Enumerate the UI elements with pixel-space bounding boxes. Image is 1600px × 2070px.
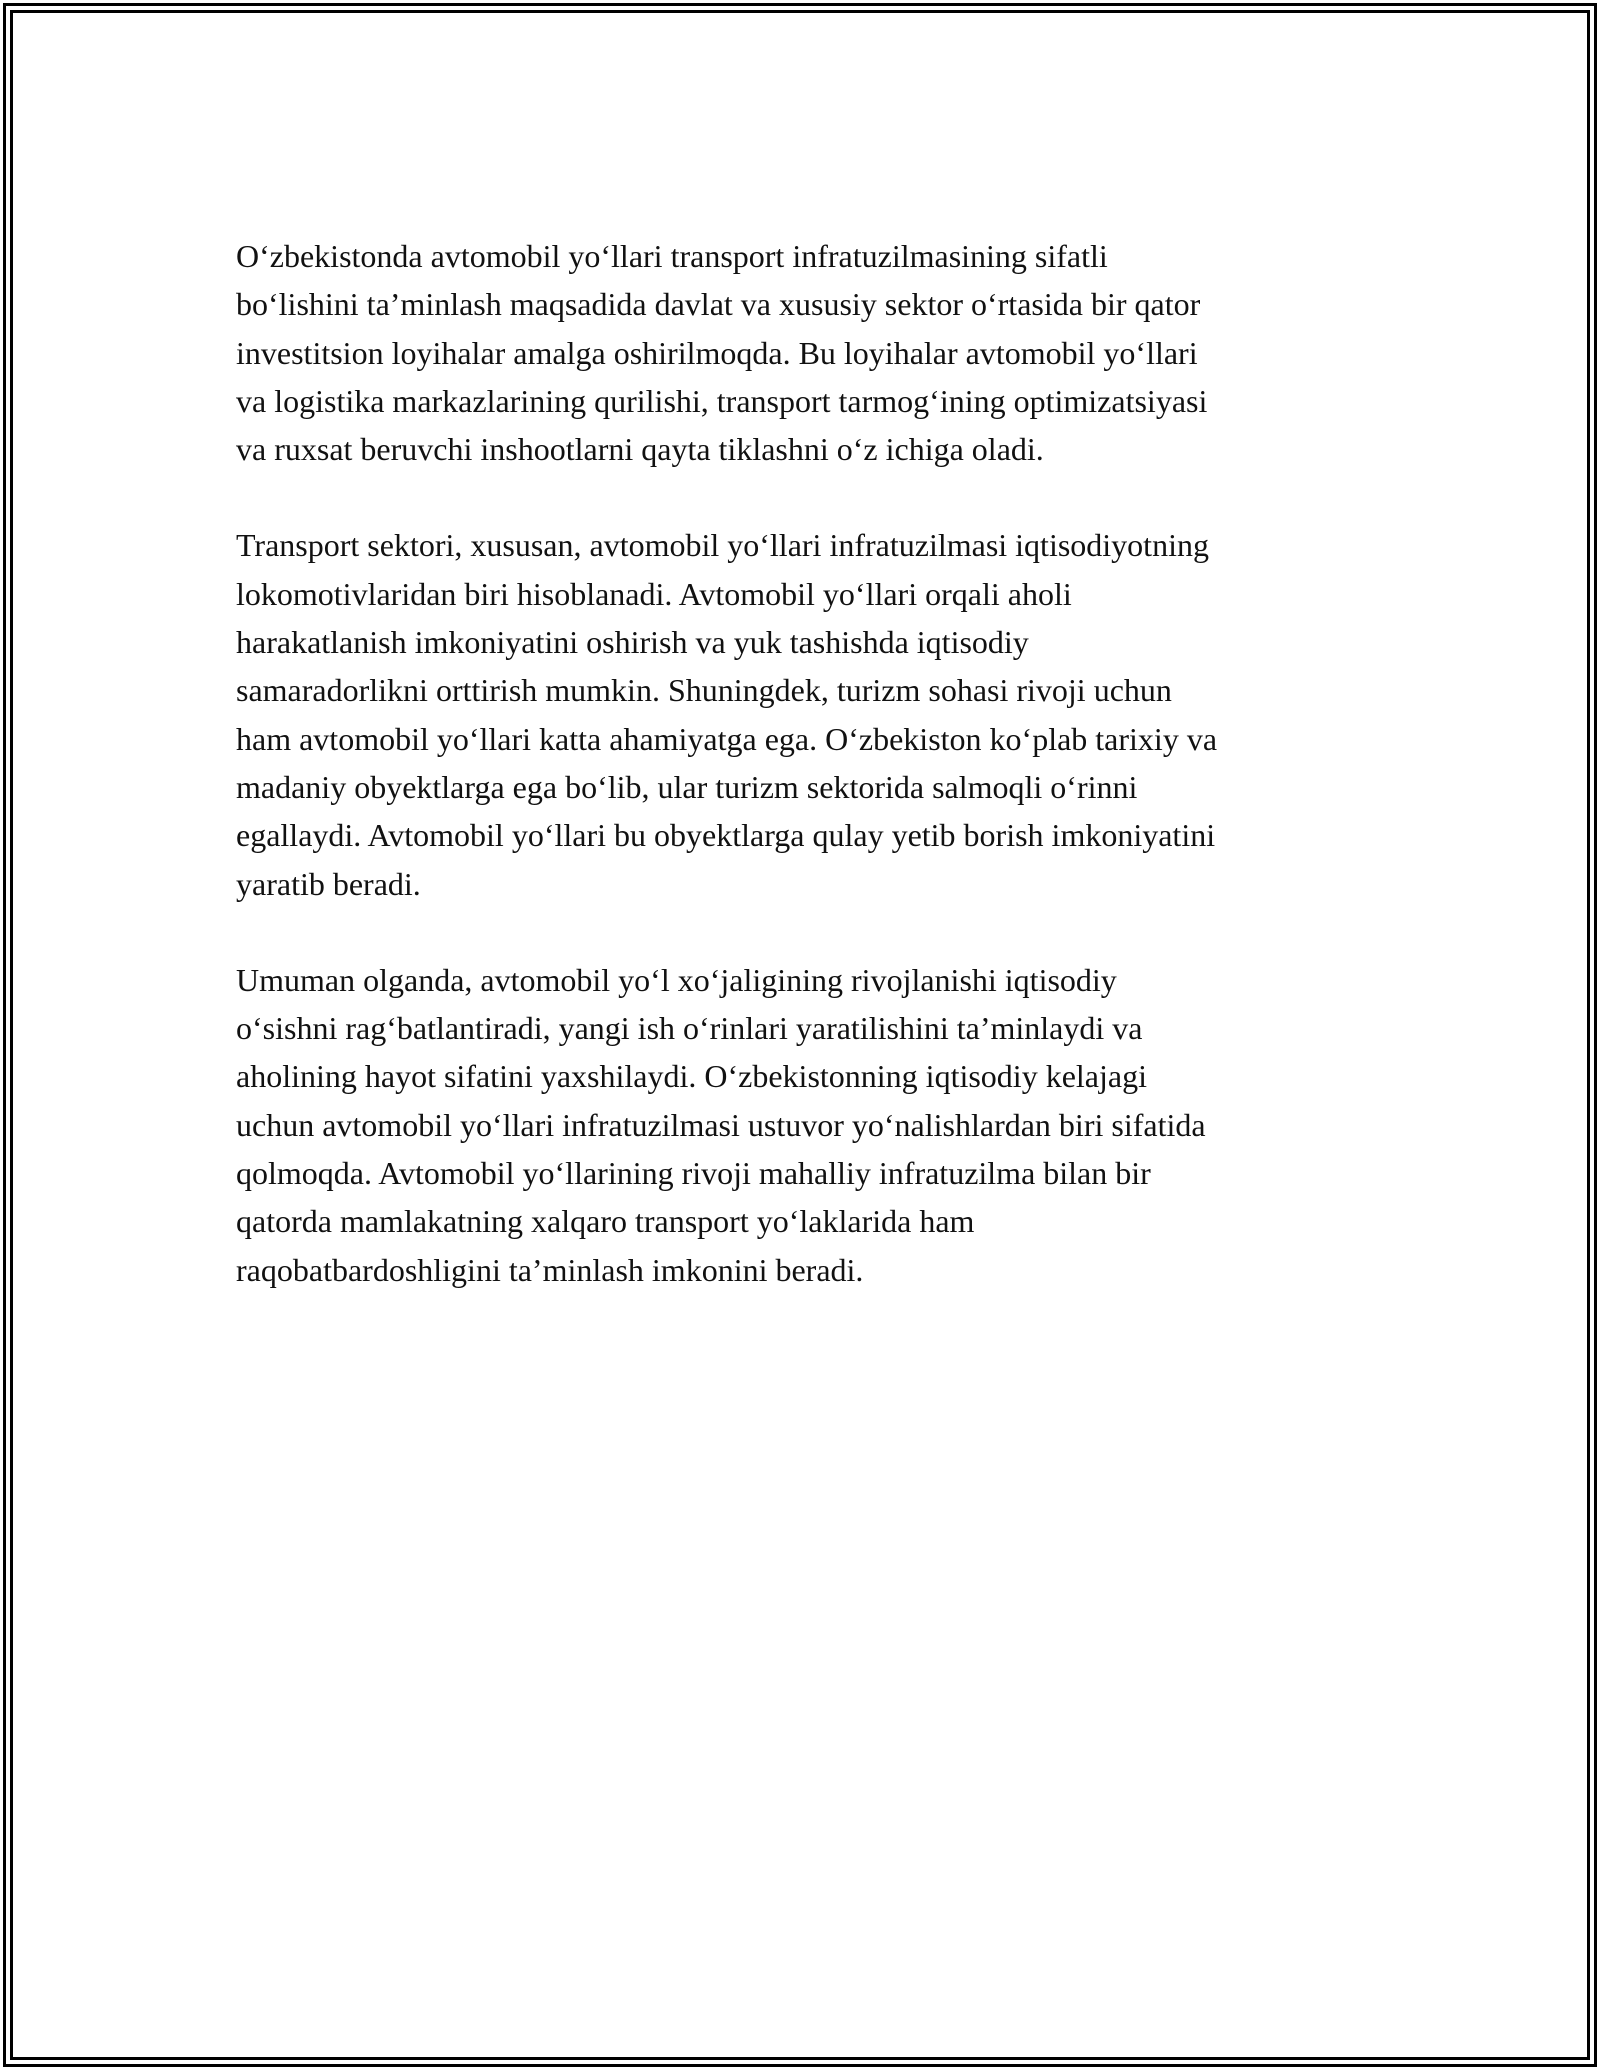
text-line: lokomotivlaridan biri hisoblanadi. Avtomobil yo‘llari orqali aholi — [236, 575, 1072, 612]
text-line: samaradorlikni orttirish mumkin. Shuningdek, turizm sohasi rivoji uchun — [236, 672, 1172, 709]
text-line: O‘zbekistonda avtomobil yo‘llari transport infratuzilmasining sifatli — [236, 238, 1108, 274]
text-line: investitsion loyihalar amalga oshirilmoqda. Bu loyihalar avtomobil yo‘llari — [236, 334, 1198, 371]
text-line: va ruxsat beruvchi inshootlarni qayta tiklashni o‘z ichiga oladi. — [236, 431, 1044, 468]
text-line: va logistika markazlarining qurilishi, transport tarmog‘ining optimizatsiyasi — [236, 382, 1208, 419]
text-line: uchun avtomobil yo‘llari infratuzilmasi ustuvor yo‘nalishlardan biri sifatida — [236, 1106, 1206, 1143]
text-line: egallaydi. Avtomobil yo‘llari bu obyektlarga qulay yetib borish imkoniyatini — [236, 817, 1216, 854]
paragraph-1 — [236, 232, 1376, 473]
text-line: yaratib beradi. — [236, 865, 421, 902]
text-line: madaniy obyektlarga ega bo‘lib, ular turizm sektorida salmoqli o‘rinni — [236, 768, 1138, 805]
text-line: raqobatbardoshligini ta’minlash imkonini beradi. — [236, 1251, 864, 1288]
paragraph-2 — [236, 521, 1376, 907]
text-line: Umuman olganda, avtomobil yo‘l xo‘jaligining rivojlanishi iqtisodiy — [236, 961, 1117, 998]
text-line: ham avtomobil yo‘llari katta ahamiyatga ega. O‘zbekiston ko‘plab tarixiy va — [236, 720, 1218, 757]
text-line: qolmoqda. Avtomobil yo‘llarining rivoji mahalliy infratuzilma bilan bir — [236, 1155, 1151, 1192]
text-line: bo‘lishini ta’minlash maqsadida davlat va xususiy sektor o‘rtasida bir qator — [236, 286, 1201, 323]
paragraph-3 — [236, 956, 1376, 1294]
text-line: o‘sishni rag‘batlantiradi, yangi ish o‘rinlari yaratilishini ta’minlaydi va — [236, 1010, 1143, 1047]
text-line: qatorda mamlakatning xalqaro transport yo‘laklarida ham — [236, 1203, 975, 1240]
text-line: harakatlanish imkoniyatini oshirish va yuk tashishda iqtisodiy — [236, 624, 1029, 661]
text-line: Transport sektori, xususan, avtomobil yo‘llari infratuzilmasi iqtisodiyotning — [236, 527, 1209, 564]
document-body — [236, 232, 1376, 1342]
text-line: aholining hayot sifatini yaxshilaydi. O‘zbekistonning iqtisodiy kelajagi — [236, 1058, 1147, 1095]
